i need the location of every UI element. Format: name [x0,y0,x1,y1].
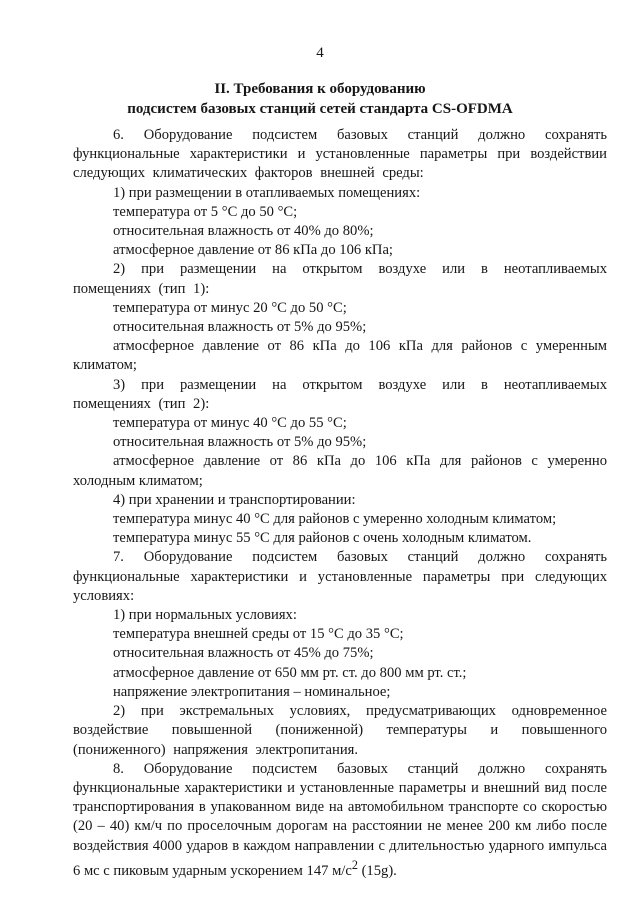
page-number: 4 [316,45,324,61]
list-line: атмосферное давление от 86 кПа до 106 кПа для районов с умеренно холодным климатом; [73,453,607,489]
list-line: атмосферное давление от 650 мм рт. ст. до 800 мм рт. ст.; [113,664,467,681]
list-line: температура минус 55 °С для районов с очень холодным климатом. [113,530,532,547]
list-item-outdoor-type-2: 3) при размещении на открытом воздухе или в неотапливаемых помещениях (тип 2): [73,376,607,412]
list-item-storage: 4) при хранении и транспортировании: [113,491,356,508]
list-line: температура минус 40 °С для районов с умеренно холодным климатом; [113,511,557,528]
list-item-normal-conditions: 1) при нормальных условиях: [113,607,297,624]
list-line: атмосферное давление от 86 кПа до 106 кПа для районов с умеренным климатом; [73,338,607,374]
list-line: температура от минус 20 °С до 50 °С; [113,299,347,316]
paragraph-8-tail: (15g). [357,862,397,879]
section-heading-line-1: II. Требования к оборудованию [214,81,426,97]
list-line: относительная влажность от 45% до 75%; [113,645,374,662]
document-body [73,126,607,881]
list-line: относительная влажность от 5% до 95%; [113,319,367,336]
paragraph-6: 6. Оборудование подсистем базовых станций должно сохранять функциональные характеристики и установленные параметры при воздействии следующих климатических факторов внешней среды: [73,127,607,182]
paragraph-7: 7. Оборудование подсистем базовых станций должно сохранять функциональные характеристики и установленные параметры при следующих условиях: [73,549,607,604]
list-line: температура от минус 40 °С до 55 °С; [113,415,347,432]
list-item-outdoor-type-1: 2) при размещении на открытом воздухе или в неотапливаемых помещениях (тип 1): [73,261,607,297]
list-line: температура внешней среды от 15 °С до 35 °С; [113,626,404,643]
list-line: относительная влажность от 40% до 80%; [113,223,374,240]
section-heading-line-2: подсистем базовых станций сетей стандарта CS-OFDMA [127,101,513,117]
list-item-heated-rooms: 1) при размещении в отапливаемых помещениях: [113,184,421,201]
paragraph-8 [73,760,607,881]
paragraph-8-text: 8. Оборудование подсистем базовых станций должно сохранять функциональные характеристики и установленные параметры и внешний вид после транспортирования в упакованном виде на автомобильном транспорте со скоростью (20 – 40) км/ч по проселочным дорогам на расстоянии не менее 200 км либо после воздействия 4000 ударов в каждом направлении с длительностью ударного импульса 6 мс с пиковым ударным ускорением 147 м/с [73,760,607,879]
list-line: температура от 5 °С до 50 °С; [113,203,298,220]
list-item-extreme-conditions: 2) при экстремальных условиях, предусматривающих одновременное воздействие повышенной (пониженной) температуры и повышенного (пониженного) напряжения электропитания. [73,703,607,758]
list-line: атмосферное давление от 86 кПа до 106 кПа; [113,242,393,259]
list-line: относительная влажность от 5% до 95%; [113,434,367,451]
superscript-2: 2 [351,857,358,872]
list-line: напряжение электропитания – номинальное; [113,683,391,700]
